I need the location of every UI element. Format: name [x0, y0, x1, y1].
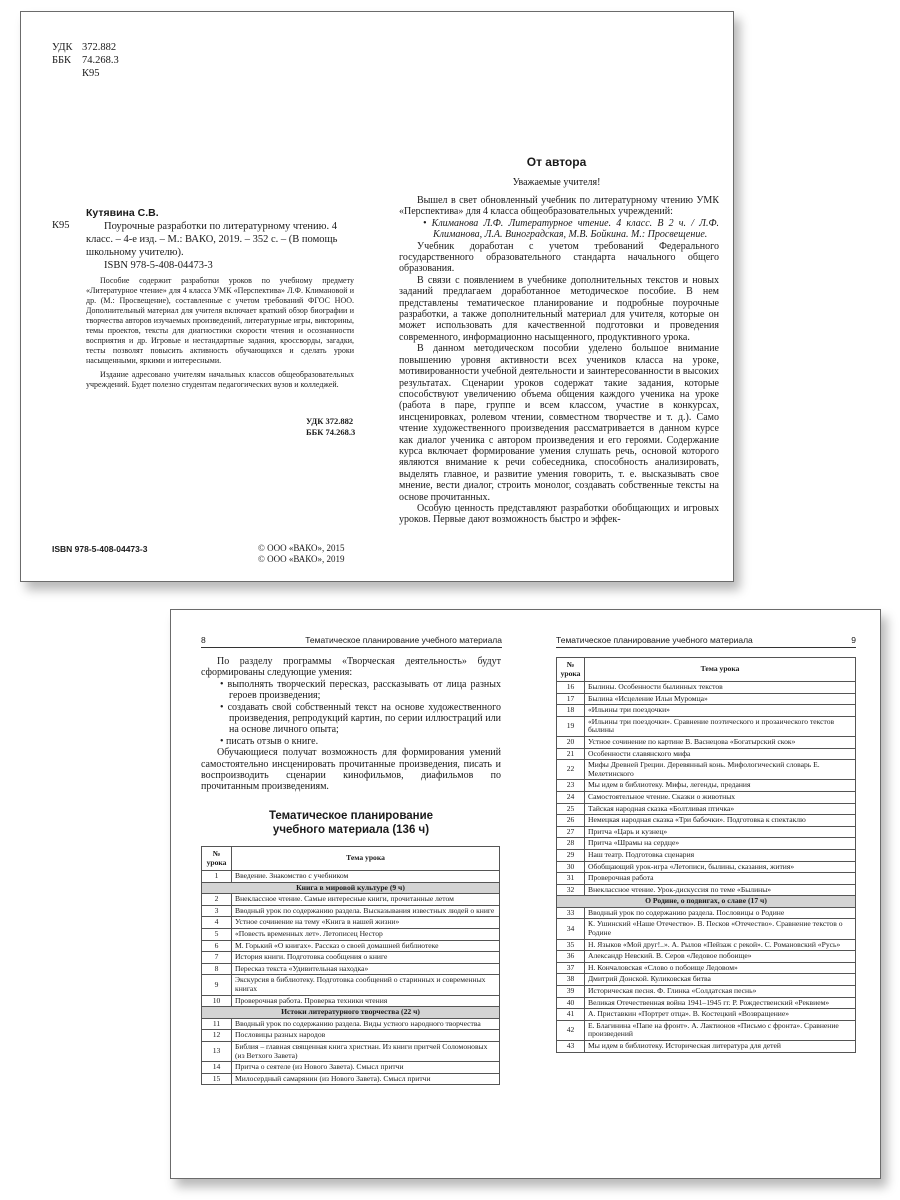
- bibliographic-description: Поурочные разработки по литературному чтению. 4 класс. – 4-е изд. – М.: ВАКО, 2019. – 352 с. – (В помощь школьному учителю).: [86, 221, 338, 258]
- lesson-number-cell: 5: [202, 928, 232, 940]
- isbn-line: ISBN 978-5-408-04473-3: [104, 260, 213, 271]
- table-row: [557, 951, 856, 963]
- section-title-cell: Книга в мировой культуре (9 ч): [202, 882, 500, 894]
- author-foreword-page: [378, 12, 735, 581]
- lesson-topic-cell: Библия – главная священная книга христиан. Из книги притчей Соломоновых (из Ветхого Завета): [232, 1041, 500, 1061]
- table-row: [557, 997, 856, 1009]
- author-sign-margin: К95: [52, 220, 70, 231]
- lesson-topic-cell: Обобщающий урок-игра «Летописи, былины, сказания, жития»: [585, 861, 856, 873]
- table-row: [202, 1062, 500, 1074]
- section-row: [202, 1007, 500, 1019]
- isbn-bottom: ISBN 978-5-408-04473-3: [52, 544, 148, 554]
- author-name: Кутявина С.В.: [86, 207, 159, 219]
- table-row: [202, 952, 500, 964]
- lesson-topic-cell: А. Приставкин «Портрет отца». В. Костецкий «Возвращение»: [585, 1009, 856, 1021]
- lesson-topic-cell: Милосердный самарянин (из Нового Завета). Смысл притчи: [232, 1073, 500, 1085]
- lesson-number-cell: 22: [557, 760, 585, 780]
- table-row: [557, 791, 856, 803]
- paragraph: Обучающиеся получат возможность для формирования умений самостоятельно инсценировать прочитанные произведения, писать и воспроизводить сценарии кинофильмов, диафильмов по прочитанным произведениям.: [201, 747, 501, 793]
- lesson-topic-cell: Былина «Исцеление Ильи Муромца»: [585, 693, 856, 705]
- lesson-number-cell: 3: [202, 905, 232, 917]
- paragraph: Учебник доработан с учетом требований Федерального государственного образовательного стандарта начального общего образования.: [399, 240, 719, 275]
- bbk-row: ББК 74.268.3: [52, 55, 119, 66]
- lesson-number-cell: 25: [557, 803, 585, 815]
- lesson-topic-cell: Экскурсия в библиотеку. Подготовка сообщений о старинных и современных книгах: [232, 975, 500, 995]
- lesson-topic-cell: Мы идем в библиотеку. Историческая литература для детей: [585, 1041, 856, 1053]
- lesson-topic-cell: Наш театр. Подготовка сценария: [585, 849, 856, 861]
- table-row: [202, 928, 500, 940]
- table-header-row: [557, 658, 856, 682]
- table-row: [557, 1009, 856, 1021]
- book-spread-planning: [170, 609, 881, 1179]
- foreword-text: [399, 195, 719, 526]
- lesson-topic-cell: Мифы Древней Греции. Деревянный конь. Мифологический словарь Е. Мелетинского: [585, 760, 856, 780]
- lesson-topic-cell: Дмитрий Донской. Куликовская битва: [585, 974, 856, 986]
- lesson-topic-cell: Внеклассное чтение. Урок-дискуссия по теме «Былины»: [585, 884, 856, 896]
- lesson-topic-cell: История книги. Подготовка сообщения о книге: [232, 952, 500, 964]
- lesson-number-cell: 10: [202, 995, 232, 1007]
- annotation-audience: Издание адресовано учителям начальных классов общеобразовательных учреждений. Будет полезно студентам педагогических вузов и колледжей.: [86, 370, 354, 389]
- lesson-topic-cell: Вводный урок по содержанию раздела. Пословицы о Родине: [585, 907, 856, 919]
- lesson-number-cell: 11: [202, 1018, 232, 1030]
- book-spread-imprint: [20, 11, 734, 582]
- table-row: [557, 919, 856, 939]
- lesson-plan-table: [556, 657, 856, 1053]
- lesson-number-cell: 7: [202, 952, 232, 964]
- udk-row: УДК 372.882: [52, 42, 117, 53]
- lesson-topic-cell: «Ильины три поездочки»: [585, 705, 856, 717]
- lesson-topic-cell: Вводный урок по содержанию раздела. Виды устного народного творчества: [232, 1018, 500, 1030]
- lesson-topic-cell: Притча «Шрамы на сердце»: [585, 838, 856, 850]
- annotation-text: Пособие содержит разработки уроков по учебному предмету «Литературное чтение» для 4 класса УМК «Перспектива» Л.Ф. Климановой и др. (М.: Просвещение), составленные с учетом требований ФГОС НОО. Дополнительный материал для учителя включает краткий обзор биографии и творчества авторов изучаемых произведений, литературные игры, викторины, темы проектов, тексты для диагностики скорости чтения и осознанности восприятия и др. Игровые и нестандартные задания, кроссворды, загадки, тесты позволят повысить активность обучающихся и сделать уроки насыщенными, яркими и интересными.: [86, 276, 354, 365]
- lesson-number-cell: 14: [202, 1062, 232, 1074]
- table-header-row: [202, 847, 500, 871]
- bullet-item: • создавать свой собственный текст на основе художественного произведения, репродукций картин, по серии иллюстраций или на основе личного опыта;: [220, 701, 501, 736]
- lesson-number-cell: 8: [202, 963, 232, 975]
- table-row: [557, 748, 856, 760]
- udk-block: [52, 41, 119, 80]
- lesson-topic-cell: Великая Отечественная война 1941–1945 гг. Р. Рождественский «Реквием»: [585, 997, 856, 1009]
- header-rule: [201, 647, 502, 648]
- lesson-number-cell: 4: [202, 917, 232, 929]
- table-row: [202, 995, 500, 1007]
- table-row: [557, 907, 856, 919]
- lesson-number-cell: 16: [557, 682, 585, 694]
- table-row: [557, 803, 856, 815]
- column-header-topic: Тема урока: [232, 847, 500, 871]
- bullet-item: • выполнять творческий пересказ, рассказывать от лица разных героев произведения;: [220, 678, 501, 702]
- lesson-plan-table: [201, 846, 500, 1085]
- lesson-topic-cell: Проверочная работа. Проверка техники чтения: [232, 995, 500, 1007]
- table-row: [557, 682, 856, 694]
- lesson-number-cell: 39: [557, 986, 585, 998]
- lesson-topic-cell: Пословицы разных народов: [232, 1030, 500, 1042]
- section-title: Тематическое планирование учебного материала (136 ч): [268, 810, 434, 836]
- table-row: [557, 693, 856, 705]
- page-number: 9: [851, 635, 856, 645]
- lesson-number-cell: 13: [202, 1041, 232, 1061]
- table-row: [202, 905, 500, 917]
- lesson-topic-cell: Проверочная работа: [585, 873, 856, 885]
- lesson-topic-cell: Историческая песня. Ф. Глинка «Солдатская песнь»: [585, 986, 856, 998]
- lesson-number-cell: 29: [557, 849, 585, 861]
- page-number: 8: [201, 635, 206, 645]
- lesson-number-cell: 30: [557, 861, 585, 873]
- table-row: [202, 894, 500, 906]
- lesson-topic-cell: Тайская народная сказка «Болтливая птичка»: [585, 803, 856, 815]
- lesson-topic-cell: Притча «Царь и кузнец»: [585, 826, 856, 838]
- table-row: [202, 1018, 500, 1030]
- lesson-number-cell: 20: [557, 736, 585, 748]
- section-title-cell: О Родине, о подвигах, о славе (17 ч): [557, 896, 856, 908]
- lesson-topic-cell: Устное сочинение на тему «Книга в нашей жизни»: [232, 917, 500, 929]
- lesson-number-cell: 2: [202, 894, 232, 906]
- table-row: [557, 962, 856, 974]
- lesson-number-cell: 42: [557, 1020, 585, 1040]
- section-row: [557, 896, 856, 908]
- table-row: [557, 884, 856, 896]
- lesson-number-cell: 43: [557, 1041, 585, 1053]
- page-8-text: [201, 656, 501, 793]
- table-row: [202, 1041, 500, 1061]
- author-sign-row: К95: [82, 68, 100, 79]
- lesson-number-cell: 32: [557, 884, 585, 896]
- lesson-number-cell: 26: [557, 815, 585, 827]
- paragraph: По разделу программы «Творческая деятельность» будут сформированы следующие умения:: [201, 656, 501, 679]
- bullet-item: • писать отзыв о книге.: [220, 735, 319, 747]
- running-head: Тематическое планирование учебного материала: [305, 635, 502, 645]
- lesson-topic-cell: Былины. Особенности былинных текстов: [585, 682, 856, 694]
- lesson-number-cell: 15: [202, 1073, 232, 1085]
- lesson-number-cell: 18: [557, 705, 585, 717]
- column-header-number: № урока: [557, 658, 585, 682]
- table-row: [202, 963, 500, 975]
- table-row: [557, 873, 856, 885]
- table-row: [557, 939, 856, 951]
- paragraph: В связи с появлением в учебнике дополнительных текстов и новых заданий предлагаем доработанное методическое пособие. В нем представлены тематическое планирование и подробные поурочные разработки, а также дополнительный материал для учителя, которые он может использовать для качественной подготовки и проведения современного, информационно насыщенного, продуктивного урока.: [399, 274, 719, 343]
- lesson-number-cell: 28: [557, 838, 585, 850]
- lesson-number-cell: 31: [557, 873, 585, 885]
- table-row: [557, 716, 856, 736]
- table-row: [202, 1030, 500, 1042]
- lesson-number-cell: 27: [557, 826, 585, 838]
- table-row: [557, 849, 856, 861]
- paragraph: Особую ценность представляют разработки обобщающих и игровых уроков. Первые дают возможность быстро и эффек-: [399, 502, 719, 526]
- udk-classification-right: УДК 372.882 ББК 74.268.3: [306, 416, 356, 437]
- lesson-topic-cell: Притча о сеятеле (из Нового Завета). Смысл притчи: [232, 1062, 500, 1074]
- table-row: [557, 974, 856, 986]
- lesson-number-cell: 21: [557, 748, 585, 760]
- lesson-topic-cell: Е. Благинина «Папе на фронт». А. Лактионов «Письмо с фронта». Сравнение произведений: [585, 1020, 856, 1040]
- lesson-number-cell: 40: [557, 997, 585, 1009]
- foreword-heading: От автора: [526, 155, 587, 169]
- section-row: [202, 882, 500, 894]
- imprint-page: [21, 12, 378, 581]
- lesson-number-cell: 34: [557, 919, 585, 939]
- lesson-topic-cell: Самостоятельное чтение. Сказки о животных: [585, 791, 856, 803]
- lesson-number-cell: 35: [557, 939, 585, 951]
- lesson-topic-cell: К. Ушинский «Наше Отечество». В. Песков «Отечество». Сравнение текстов о Родине: [585, 919, 856, 939]
- lesson-number-cell: 33: [557, 907, 585, 919]
- lesson-topic-cell: М. Горький «О книгах». Рассказ о своей домашней библиотеке: [232, 940, 500, 952]
- lesson-topic-cell: Особенности славянского мифа: [585, 748, 856, 760]
- lesson-number-cell: 24: [557, 791, 585, 803]
- lesson-topic-cell: Немецкая народная сказка «Три бабочки». Подготовка к спектаклю: [585, 815, 856, 827]
- table-row: [557, 826, 856, 838]
- lesson-topic-cell: Устное сочинение по картине В. Васнецова «Богатырский скок»: [585, 736, 856, 748]
- paragraph: В данном методическом пособии уделено большое внимание повышению уровня активности всех учеников класса на уроке, мотивированности учебной деятельности и заинтересованности в высоких результатах. Сценарии уроков содержат такие задания, которые способствуют увеличению объема общения каждого ученика на уроке (работа в паре, группе и всем классом, участие в конкурсах, инсценировках, ролевом чтении, совместном творчестве и т. д.). Само чтение художественного произведения рассматривается в данном курсе как диалог ученика с автором произведения и его героями. Содержание курса включает формирование умения слушать речь, основой которого являются внимание к речи собеседника, способность анализировать, выделять главное, и развитие умения говорить, т. е. высказывать свое мнение, вести диалог, строить монолог, создавать собственные тексты на основе прочитанных.: [399, 343, 719, 503]
- table-row: [557, 838, 856, 850]
- lesson-number-cell: 1: [202, 871, 232, 883]
- header-rule: [556, 647, 856, 648]
- lesson-topic-cell: Введение. Знакомство с учебником: [232, 871, 500, 883]
- lesson-number-cell: 6: [202, 940, 232, 952]
- lesson-topic-cell: Н. Кончаловская «Слово о побоище Ледовом»: [585, 962, 856, 974]
- lesson-topic-cell: Александр Невский. В. Серов «Ледовое побоище»: [585, 951, 856, 963]
- paragraph: Вышел в свет обновленный учебник по литературному чтению УМК «Перспектива» для 4 класса общеобразовательных учреждений:: [399, 195, 719, 218]
- lesson-number-cell: 19: [557, 716, 585, 736]
- lesson-number-cell: 36: [557, 951, 585, 963]
- lesson-topic-cell: Н. Языков «Мой друг!..». А. Рылов «Пейзаж с рекой». С. Романовский «Русь»: [585, 939, 856, 951]
- lesson-topic-cell: Мы идем в библиотеку. Мифы, легенды, предания: [585, 780, 856, 792]
- page-9: [526, 610, 882, 1178]
- section-title-cell: Истоки литературного творчества (22 ч): [202, 1007, 500, 1019]
- table-row: [202, 940, 500, 952]
- lesson-topic-cell: Внеклассное чтение. Самые интересные книги, прочитанные летом: [232, 894, 500, 906]
- table-row: [557, 760, 856, 780]
- table-row: [557, 1020, 856, 1040]
- foreword-salutation: Уважаемые учителя!: [512, 177, 601, 188]
- lesson-number-cell: 23: [557, 780, 585, 792]
- bullet-item: • Климанова Л.Ф. Литературное чтение. 4 класс. В 2 ч. / Л.Ф. Климанова, Л.А. Виноградская, М.В. Бойкина. М.: Просвещение.: [423, 217, 719, 241]
- copyright: © ООО «ВАКО», 2015 © ООО «ВАКО», 2019: [258, 543, 345, 564]
- lesson-number-cell: 17: [557, 693, 585, 705]
- lesson-number-cell: 9: [202, 975, 232, 995]
- running-head: Тематическое планирование учебного материала: [556, 635, 753, 645]
- table-row: [557, 736, 856, 748]
- table-row: [557, 986, 856, 998]
- table-row: [557, 705, 856, 717]
- lesson-number-cell: 41: [557, 1009, 585, 1021]
- lesson-topic-cell: «Повесть временных лет». Летописец Нестор: [232, 928, 500, 940]
- column-header-number: № урока: [202, 847, 232, 871]
- lesson-number-cell: 12: [202, 1030, 232, 1042]
- table-row: [557, 1041, 856, 1053]
- page-8: [171, 610, 526, 1178]
- annotation: [86, 276, 354, 366]
- table-row: [557, 815, 856, 827]
- lesson-topic-cell: «Ильины три поездочки». Сравнение поэтического и прозаического текстов былины: [585, 716, 856, 736]
- table-row: [202, 917, 500, 929]
- table-row: [202, 1073, 500, 1085]
- lesson-number-cell: 38: [557, 974, 585, 986]
- column-header-topic: Тема урока: [585, 658, 856, 682]
- table-row: [557, 861, 856, 873]
- table-row: [557, 780, 856, 792]
- lesson-topic-cell: Вводный урок по содержанию раздела. Высказывания известных людей о книге: [232, 905, 500, 917]
- table-row: [202, 871, 500, 883]
- table-row: [202, 975, 500, 995]
- lesson-topic-cell: Пересказ текста «Удивительная находка»: [232, 963, 500, 975]
- lesson-number-cell: 37: [557, 962, 585, 974]
